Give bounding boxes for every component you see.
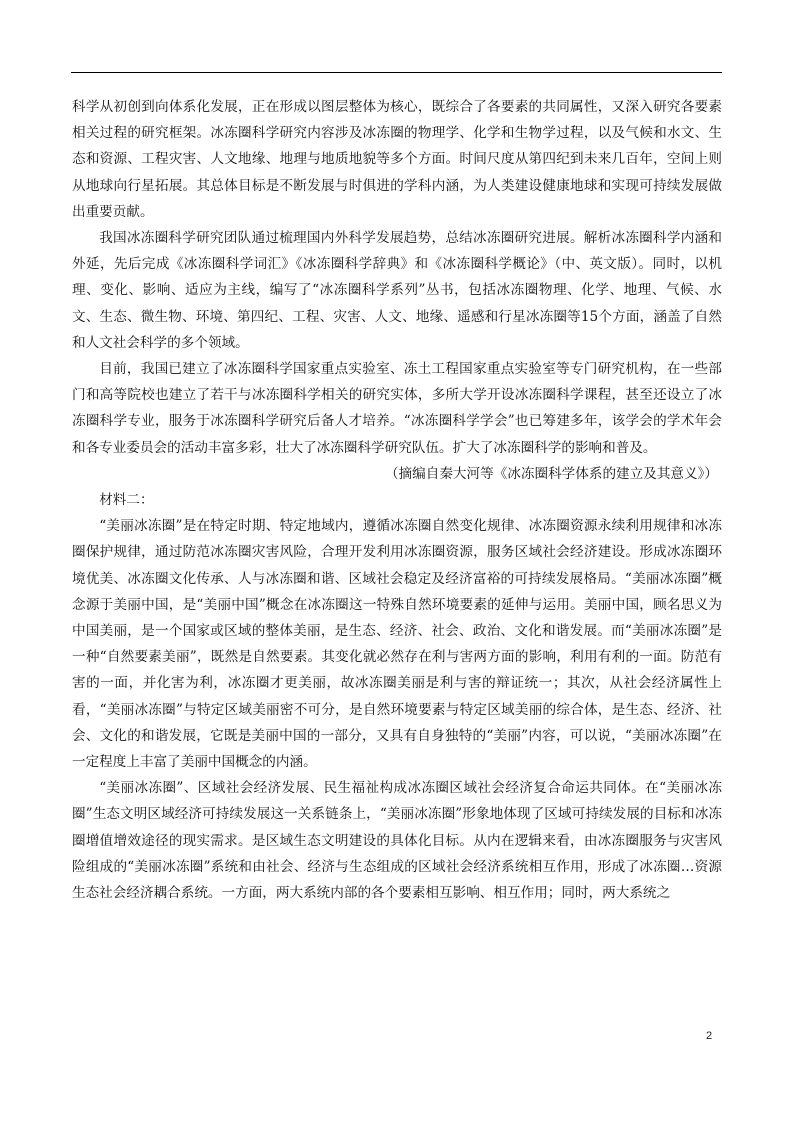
body-text: [72, 94, 722, 906]
paragraph: “美丽冰冻圈”、区域社会经济发展、民生福祉构成冰冻圈区域社会经济复合命运共同体。在“美丽冰冻圈”生态文明区域经济可持续发展这一关系链条上，“美丽冰冻圈”形象地体现了区域可持续发展的目标和冰冻圈增值增效途径的现实需求。是区域生态文明建设的具体化目标。从内在逻辑来看，由冰冻圈服务与灾害风险组成的“美丽冰冻圈”系统和由社会、经济与生态组成的区域社会经济系统相互作用，形成了冰冻圈…资源生态社会经济耦合系统。一方面，两大系统内部的各个要素相互影响、相互作用；同时，两大系统之: [72, 780, 722, 902]
page-number: 2: [706, 1030, 713, 1042]
section-label: 材料二：: [99, 492, 154, 509]
header-rule: [71, 72, 722, 73]
paragraph: 目前，我国已建立了冰冻圈科学国家重点实验室、冻土工程国家重点实验室等专门研究机构，在一些部门和高等院校也建立了若干与冰冻圈科学相关的研究实体，多所大学开设冰冻圈科学课程，甚至还设立了冰冻圈科学专业，服务于冰冻圈科学研究后备人才培养。“冰冻圈科学学会”也已筹建多年，该学会的学术年会和各专业委员会的活动丰富多彩，壮大了冰冻圈科学研究队伍。扩大了冰冻圈科学的影响和普及。: [72, 361, 722, 456]
paragraph: 我国冰冻圈科学研究团队通过梳理国内外科学发展趋势，总结冰冻圈研究进展。解析冰冻圈科学内涵和外延，先后完成《冰冻圈科学词汇》《冰冻圈科学辞典》和《冰冻圈科学概论》（中、英文版）。同时，以机理、变化、影响、适应为主线，编写了“冰冻圈科学系列”丛书，包括冰冻圈物理、化学、地理、气候、水文、生态、微生物、环境、第四纪、工程、灾害、人文、地缘、遥感和行星冰冻圈等15个方面，涵盖了自然和人文社会科学的多个领域。: [72, 230, 722, 351]
paragraph-continuation: 科学从初创到向体系化发展，正在形成以图层整体为核心，既综合了各要素的共同属性，又深入研究各要素相关过程的研究框架。冰冻圈科学研究内容涉及冰冻圈的物理学、化学和生物学过程，以及气候和水文、生态和资源、工程灾害、人文地缘、地理与地质地貌等多个方面。时间尺度从第四纪到未来几百年，空间上则从地球向行星拓展。其总体目标是不断发展与时俱进的学科内涵，为人类建设健康地球和实现可持续发展做出重要贡献。: [72, 99, 722, 220]
source-citation: （摘编自秦大河等《冰冻圈科学体系的建立及其意义》）: [384, 465, 718, 482]
paragraph: “美丽冰冻圈”是在特定时期、特定地域内，遵循冰冻圈自然变化规律、冰冻圈资源永续利用规律和冰冻圈保护规律，通过防范冰冻圈灾害风险，合理开发利用冰冻圈资源，服务区域社会经济建设。形成冰冻圈环境优美、冰冻圈文化传承、人与冰冻圈和谐、区域社会稳定及经济富裕的可持续发展格局。“美丽冰冻圈”概念源于美丽中国，是“美丽中国”概念在冰冻圈这一特殊自然环境要素的延伸与运用。美丽中国，顾名思义为中国美丽，是一个国家或区域的整体美丽，是生态、经济、社会、政治、文化和谐发展。而“美丽冰冻圈”是一种“自然要素美丽”，既然是自然要素。其变化就必然存在利与害两方面的影响，利用有利的一面。防范有害的一面，并化害为利，冰冻圈才更美丽，故冰冻圈美丽是利与害的辩证统一；其次，从社会经济属性上看，“美丽冰冻圈”与特定区域美丽密不可分，是自然环境要素与特定区域美丽的综合体，是生态、经济、社会、文化的和谐发展，它既是美丽中国的一部分，又具有自身独特的“美丽”内容，可以说，“美丽冰冻圈”在一定程度上丰富了美丽中国概念的内涵。: [72, 518, 722, 771]
